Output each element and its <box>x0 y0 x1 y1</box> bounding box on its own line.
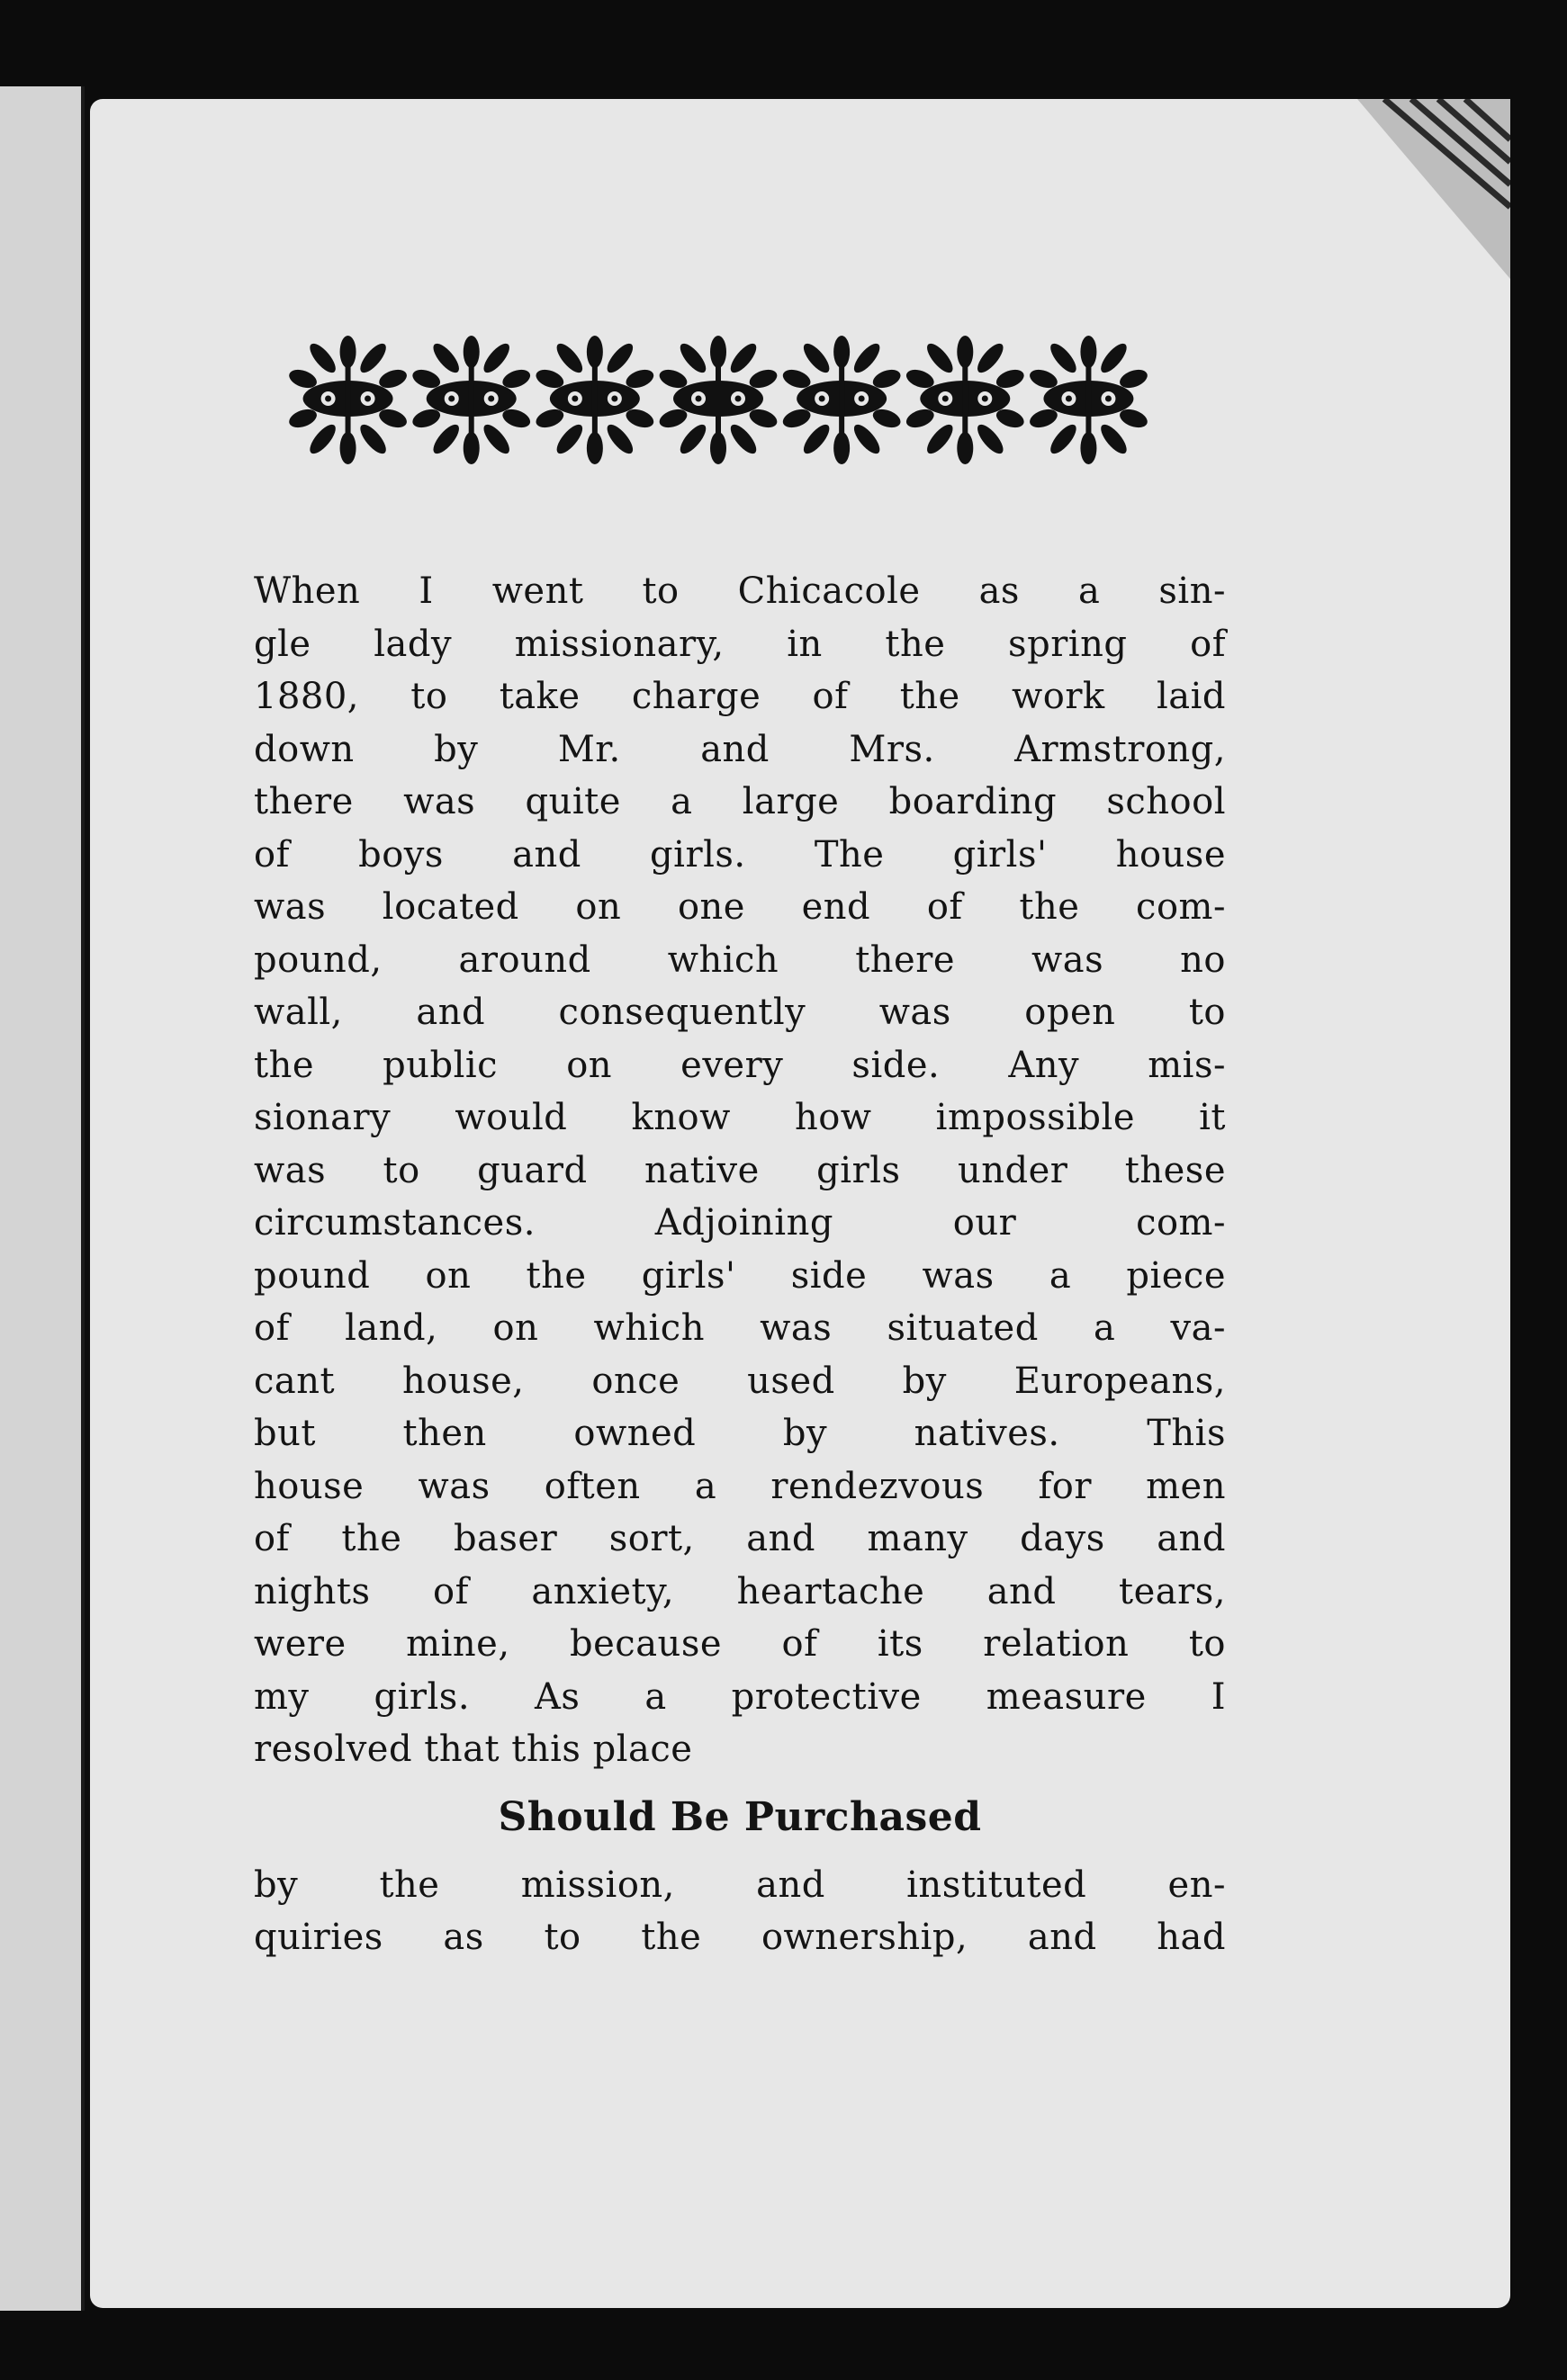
text-line: gle lady missionary, in the spring of <box>254 623 1226 665</box>
page-curl-decoration <box>1321 99 1510 315</box>
floral-motif <box>657 336 779 464</box>
floral-motif <box>1027 336 1149 464</box>
text-line: were mine, because of its relation to <box>254 1623 1226 1665</box>
subheading: Should Be Purchased <box>498 1793 982 1840</box>
text-line: pound, around which there was no <box>254 939 1226 981</box>
text-line: but then owned by natives. This <box>254 1413 1226 1454</box>
floral-motif <box>534 336 656 464</box>
floral-motif <box>904 336 1026 464</box>
text-line: wall, and consequently was open to <box>254 992 1226 1033</box>
text-line: resolved that this place <box>254 1729 693 1770</box>
text-line: there was quite a large boarding school <box>254 781 1226 822</box>
text-line: house was often a rendezvous for men <box>254 1465 1226 1507</box>
text-line: was to guard native girls under these <box>254 1149 1226 1191</box>
text-line: 1880, to take charge of the work laid <box>254 676 1226 717</box>
text-line: of boys and girls. The girls' house <box>254 833 1226 876</box>
text-line: my girls. As a protective measure I <box>254 1675 1226 1718</box>
page-text <box>254 565 1226 1964</box>
text-line: cant house, once used by Europeans, <box>254 1360 1226 1402</box>
floral-border-icon <box>286 331 1150 466</box>
text-line: circumstances. Adjoining our com- <box>254 1202 1226 1244</box>
text-line: of land, on which was situated a va- <box>254 1307 1226 1349</box>
text-line: quiries as to the ownership, and had <box>254 1917 1226 1958</box>
text-line: the public on every side. Any mis- <box>254 1044 1226 1086</box>
text-line: by the mission, and instituted en- <box>254 1864 1226 1906</box>
text-line: of the baser sort, and many days and <box>254 1518 1226 1559</box>
text-line: nights of anxiety, heartache and tears, <box>254 1570 1226 1612</box>
main-paragraph <box>254 565 1226 1776</box>
text-line: sionary would know how impossible it <box>254 1097 1226 1138</box>
text-line: was located on one end of the com- <box>254 886 1226 928</box>
text-line: down by Mr. and Mrs. Armstrong, <box>254 728 1226 770</box>
previous-page-edge <box>0 86 85 2311</box>
continuation-paragraph <box>254 1859 1226 1964</box>
text-line: When I went to Chicacole as a sin- <box>254 570 1226 612</box>
text-line: pound on the girls' side was a piece <box>254 1254 1226 1297</box>
floral-motif <box>286 336 409 464</box>
floral-motif <box>410 336 533 464</box>
floral-motif <box>780 336 903 464</box>
